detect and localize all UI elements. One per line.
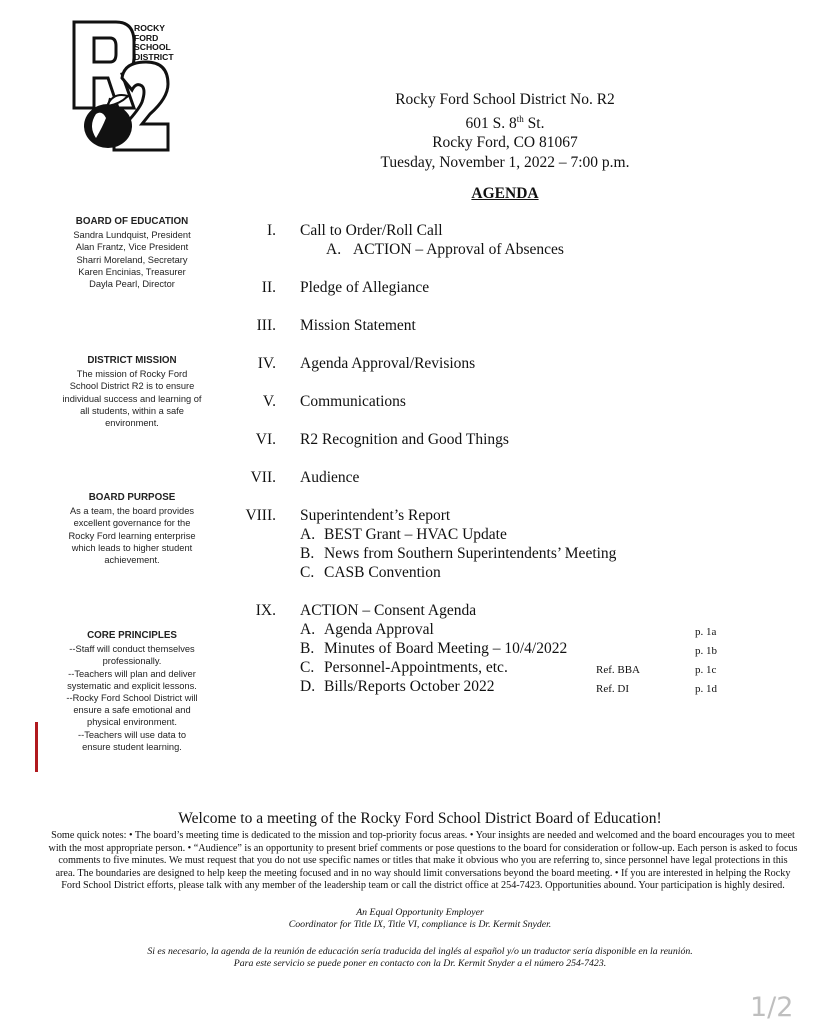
- margin-marker: [35, 722, 38, 772]
- coordinator-line: Coordinator for Title IX, Title VI, compliance is Dr. Kermit Snyder.: [288, 919, 552, 930]
- board-purpose-block: BOARD PURPOSE As a team, the board provides excellent governance for the Rocky Ford learning enterprise which leads to higher student achievement.: [68, 492, 196, 566]
- agenda-title: AGENDA: [471, 185, 539, 202]
- core-principles-block: CORE PRINCIPLES --Staff will conduct themselves professionally. --Teachers will plan and deliver systematic and explicit lessons. --Rocky Ford School District will ensure a safe emotional and physical environment. --Teachers will use data to ensure student learning.: [66, 630, 198, 752]
- page-ref: p. 1b: [695, 645, 717, 657]
- spanish-notice-line-1: Si es necesario, la agenda de la reunión de educación sería traducida del inglés al español y/o un traductor sería disponible en la reunión.: [147, 946, 693, 957]
- district-name: Rocky Ford School District No. R2: [395, 91, 615, 108]
- city-state-zip: Rocky Ford, CO 81067: [432, 134, 578, 152]
- district-logo: [72, 18, 172, 154]
- equal-opportunity-line: An Equal Opportunity Employer: [356, 907, 484, 918]
- street-address: 601 S. 8th St.: [465, 113, 545, 132]
- district-mission-block: DISTRICT MISSION The mission of Rocky Ford School District R2 is to ensure individual success and learning of all students, within a safe environment.: [62, 355, 202, 429]
- policy-ref: Ref. DI: [596, 683, 629, 695]
- spanish-notice-line-2: Para este servicio se puede poner en contacto con la Dr. Kermit Snyder a el número 254-7423.: [233, 958, 607, 969]
- meeting-date: Tuesday, November 1, 2022 – 7:00 p.m.: [380, 153, 630, 171]
- page-indicator: 1/2: [750, 992, 794, 1023]
- meeting-notes: Some quick notes: • The board’s meeting time is dedicated to the mission and top-priority focus areas. • Your insights are needed and welcomed and the board encourages you to meet with the most appropriate person. • “Audience” is an opportunity to present brief comments or pose questions to the board for consideration or follow-up. Each person is asked to focus comments to five minutes. We must request that you do not use specific names or titles that make it obvious who you are referring to, since personnel have legal protections in this area. The boundaries are designed to help keep the meeting focused and in no way should limit conversations beyond the board meeting. • If you are interested in helping the Rocky Ford School District efforts, please talk with any member of the leadership team or call the district office at 254-7423. Opportunities abound. Your participation is highly desired.: [48, 830, 798, 892]
- letterhead: [340, 90, 670, 172]
- board-of-education-block: BOARD OF EDUCATION Sandra Lundquist, President Alan Frantz, Vice President Sharri Moreland, Secretary Karen Encinias, Treasurer Dayla Pearl, Director: [73, 216, 191, 290]
- page-ref: p. 1c: [695, 664, 717, 676]
- logo-text: ROCKY FORD SCHOOL DISTRICT: [134, 23, 174, 62]
- policy-ref: Ref. BBA: [596, 664, 640, 676]
- page-ref: p. 1a: [695, 626, 717, 638]
- page-ref: p. 1d: [695, 683, 717, 695]
- welcome-heading: Welcome to a meeting of the Rocky Ford School District Board of Education!: [178, 810, 662, 827]
